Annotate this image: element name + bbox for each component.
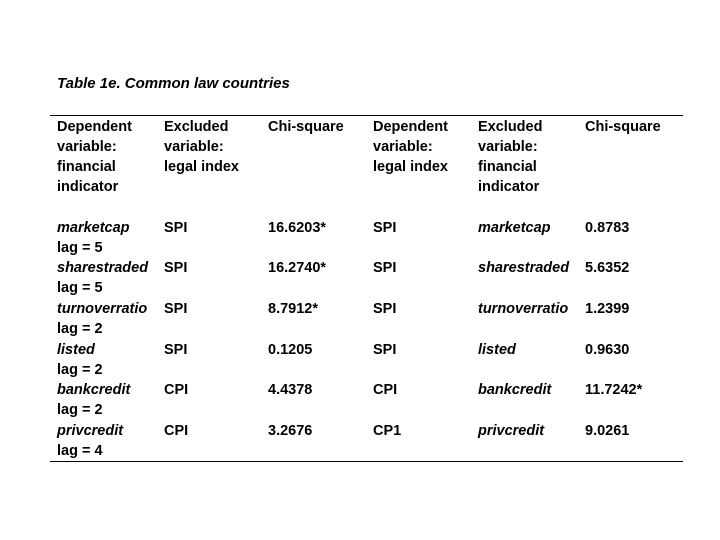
- row-excluded-variable: SPI: [164, 260, 188, 276]
- row-dependent-variable: marketcap: [57, 220, 130, 236]
- row-dependent-variable: listed: [57, 342, 95, 358]
- table-top-rule: [50, 115, 683, 116]
- row-excluded-variable: SPI: [164, 342, 188, 358]
- row-chi-square-1: 4.4378: [268, 382, 313, 398]
- row-lag: lag = 5: [57, 240, 103, 256]
- row-chi-square-1: 16.6203*: [268, 220, 327, 236]
- row-lag: lag = 4: [57, 443, 103, 459]
- row-chi-square-1: 16.2740*: [268, 260, 327, 276]
- row-lag: lag = 2: [57, 321, 103, 337]
- header-chi-square-2: Chi-square: [585, 119, 661, 135]
- row-chi-square-1: 8.7912*: [268, 301, 318, 317]
- row-chi-square-2: 0.9630: [585, 342, 630, 358]
- row-lag: lag = 2: [57, 362, 103, 378]
- row-excluded-financial: turnoverratio: [478, 301, 569, 317]
- row-dependent-variable: bankcredit: [57, 382, 131, 398]
- header-dependent-financial: Dependent variable: financial indicator: [57, 119, 132, 195]
- row-chi-square-2: 1.2399: [585, 301, 630, 317]
- row-dependent-legal: SPI: [373, 220, 397, 236]
- row-dependent-legal: CP1: [373, 423, 402, 439]
- row-lag: lag = 2: [57, 402, 103, 418]
- header-dependent-legal: Dependent variable: legal index: [373, 119, 448, 175]
- row-chi-square-2: 5.6352: [585, 260, 630, 276]
- table-bottom-rule: [50, 461, 683, 462]
- row-excluded-financial: sharestraded: [478, 260, 570, 276]
- row-dependent-legal: SPI: [373, 260, 397, 276]
- header-excluded-financial: Excluded variable: financial indicator: [478, 119, 543, 195]
- table-title: Table 1e. Common law countries: [57, 75, 290, 92]
- row-chi-square-1: 0.1205: [268, 342, 313, 358]
- row-excluded-variable: CPI: [164, 423, 189, 439]
- header-chi-square-1: Chi-square: [268, 119, 344, 135]
- row-dependent-legal: SPI: [373, 301, 397, 317]
- row-excluded-financial: bankcredit: [478, 382, 552, 398]
- header-excluded-legal: Excluded variable: legal index: [164, 119, 239, 175]
- row-dependent-legal: CPI: [373, 382, 398, 398]
- row-chi-square-1: 3.2676: [268, 423, 313, 439]
- row-lag: lag = 5: [57, 280, 103, 296]
- row-excluded-financial: listed: [478, 342, 516, 358]
- row-dependent-variable: turnoverratio: [57, 301, 148, 317]
- row-excluded-financial: privcredit: [478, 423, 545, 439]
- row-dependent-variable: sharestraded: [57, 260, 149, 276]
- row-dependent-legal: SPI: [373, 342, 397, 358]
- row-excluded-variable: CPI: [164, 382, 189, 398]
- row-chi-square-2: 0.8783: [585, 220, 630, 236]
- row-dependent-variable: privcredit: [57, 423, 124, 439]
- row-chi-square-2: 11.7242*: [585, 382, 643, 398]
- row-excluded-variable: SPI: [164, 220, 188, 236]
- row-excluded-variable: SPI: [164, 301, 188, 317]
- row-excluded-financial: marketcap: [478, 220, 551, 236]
- row-chi-square-2: 9.0261: [585, 423, 630, 439]
